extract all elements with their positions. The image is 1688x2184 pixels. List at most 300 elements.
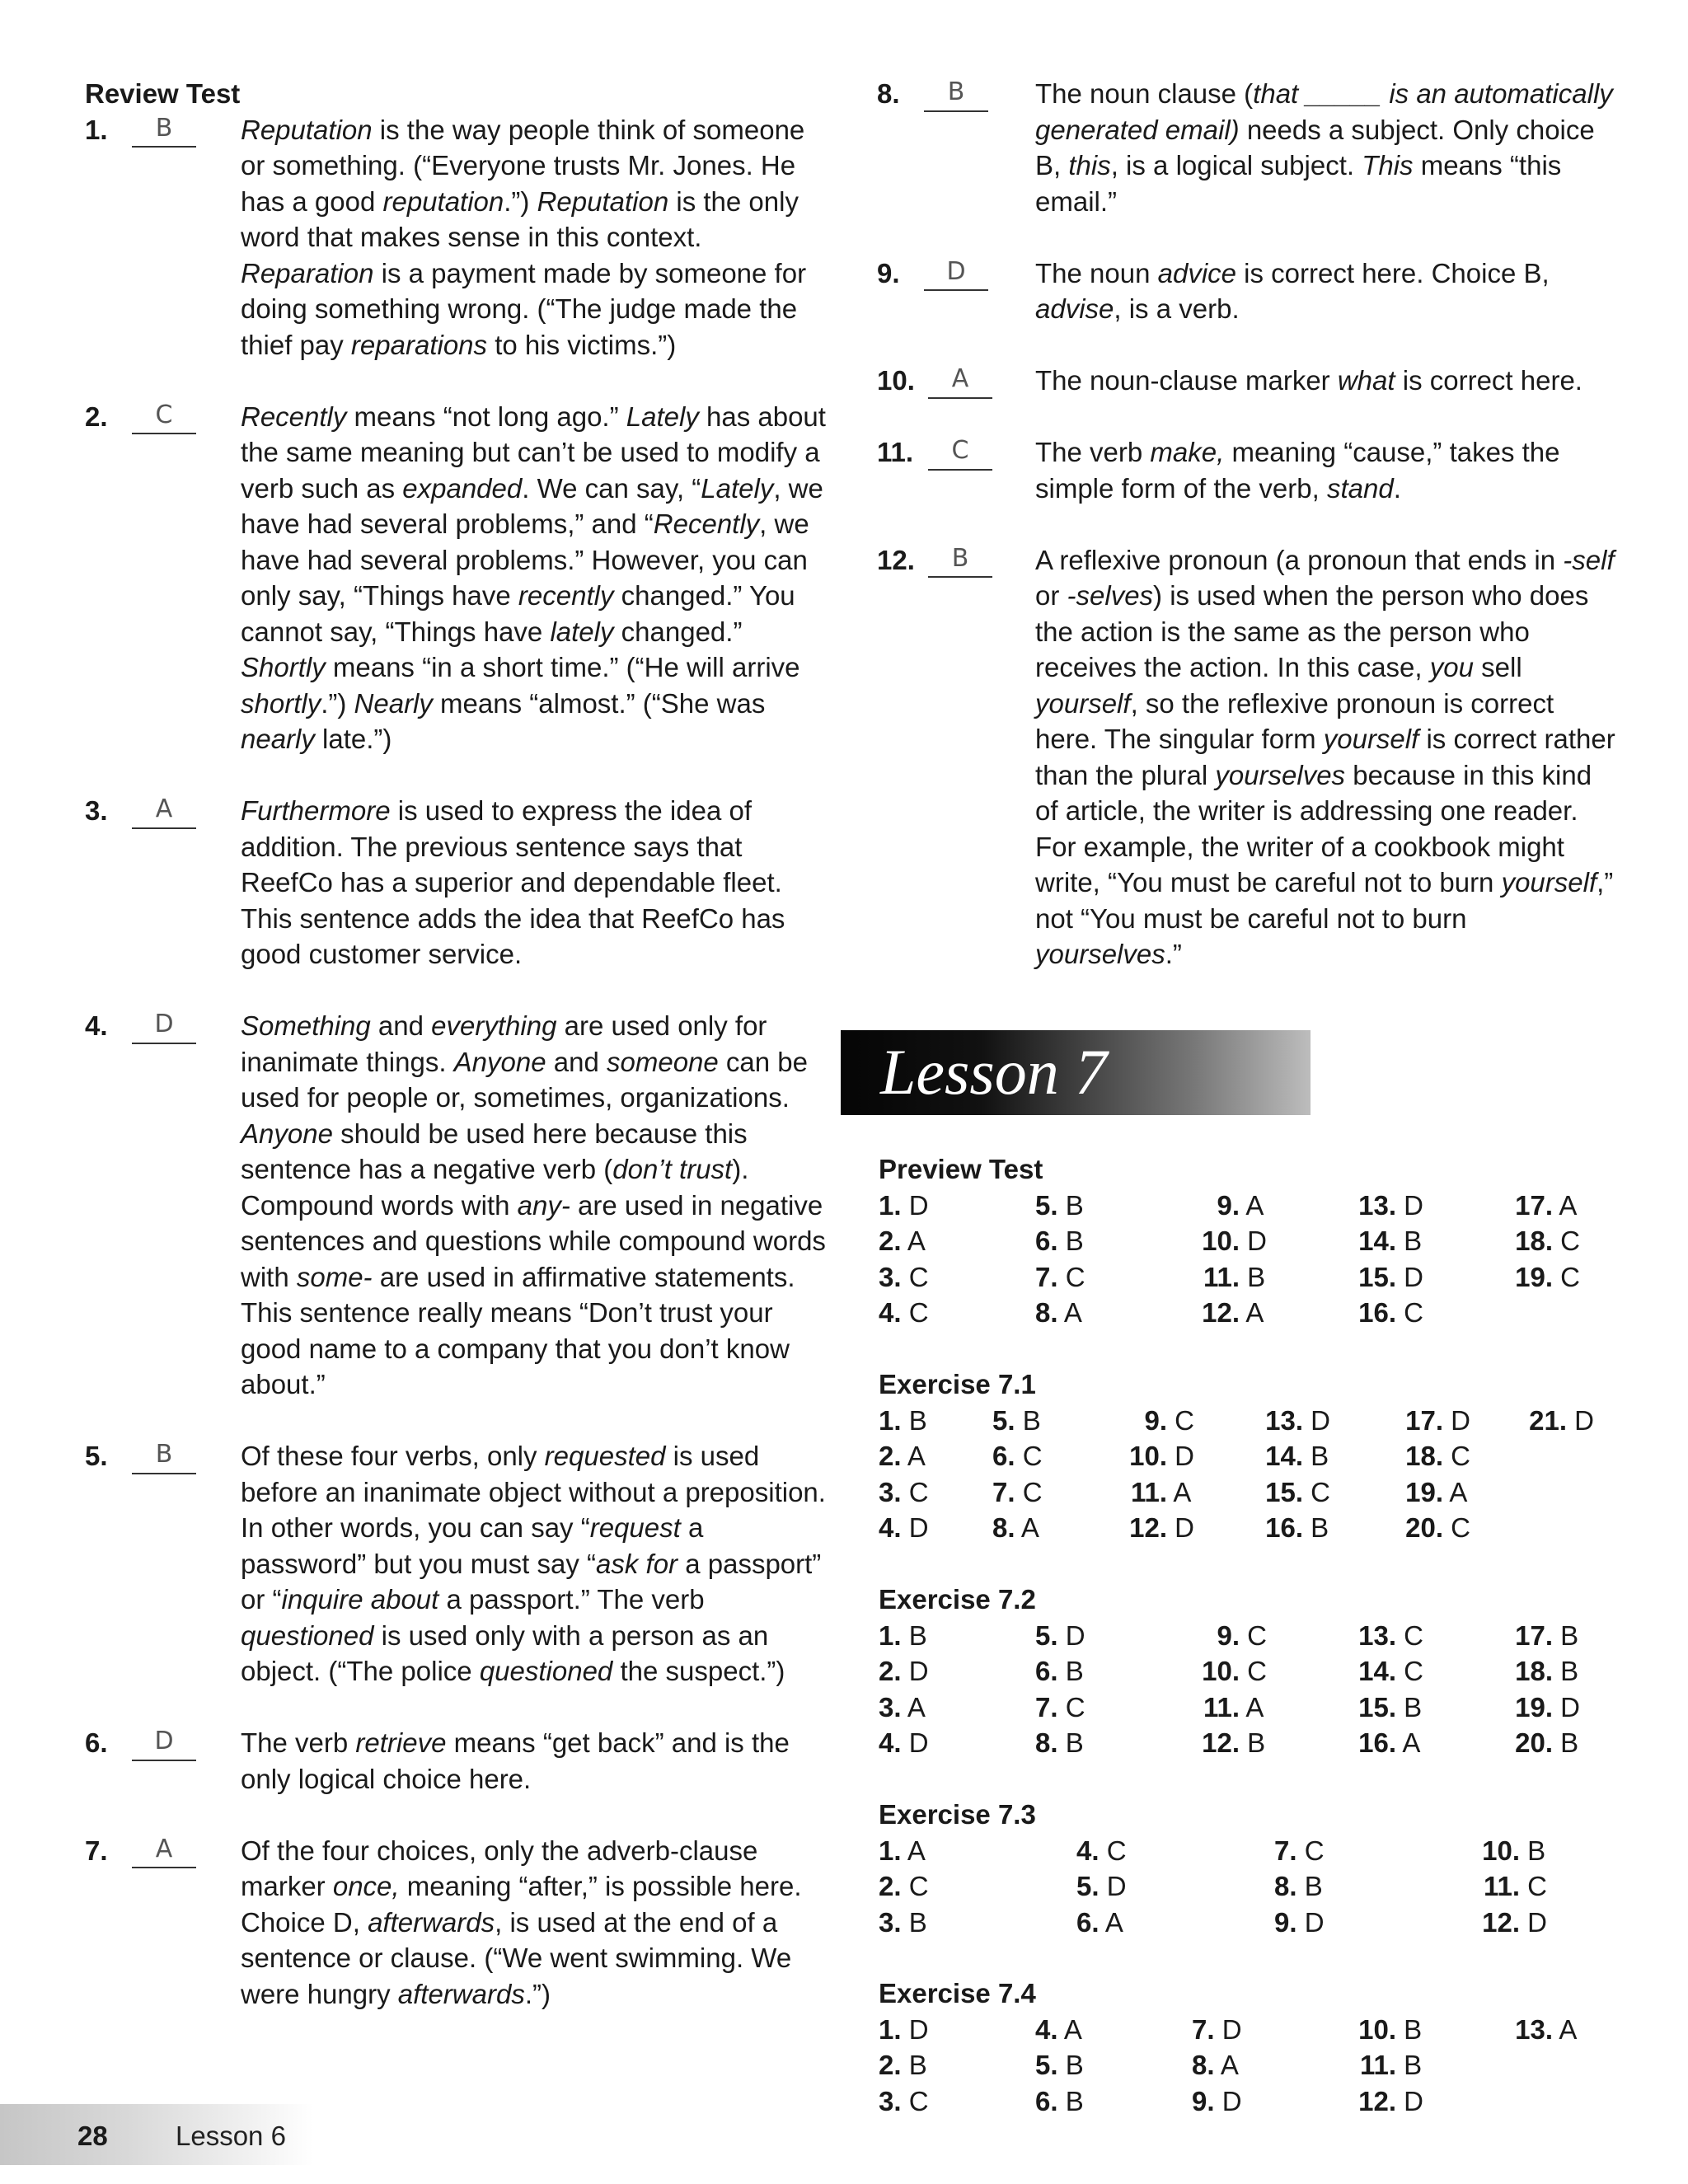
answer-letter: D	[1167, 1441, 1194, 1471]
answer-number: 10.	[1358, 2013, 1396, 2045]
answer-entry	[879, 1295, 929, 1331]
answer-number: 2.	[879, 1871, 902, 1901]
handwritten-answer: B	[132, 1438, 196, 1474]
answer-entry	[1348, 1295, 1423, 1331]
answer-letter: B	[1240, 1727, 1266, 1758]
review-item	[877, 363, 1619, 399]
answer-number: 10.	[1202, 1226, 1240, 1256]
answer-letter: C	[1396, 1297, 1423, 1328]
item-number: 4.	[85, 1010, 108, 1041]
answer-number: 4.	[879, 1297, 902, 1328]
answer-letter: B	[1520, 1835, 1546, 1866]
answer-letter: B	[1057, 1656, 1084, 1686]
answer-letter: A	[901, 1226, 926, 1256]
answer-entry	[1505, 1223, 1580, 1259]
answer-letter: B	[1396, 1226, 1423, 1256]
answer-number: 18.	[1515, 1226, 1553, 1256]
answer-number: 18.	[1515, 1656, 1553, 1686]
answer-number: 14.	[1358, 1656, 1396, 1686]
answer-entry	[879, 2083, 929, 2120]
answer-number: 20.	[1515, 1727, 1553, 1758]
answer-letter: C	[901, 2085, 929, 2116]
answer-number: 15.	[1358, 1261, 1396, 1292]
answer-number: 5.	[1035, 1619, 1058, 1651]
answer-entry	[1192, 1618, 1267, 1654]
answer-letter: C	[1015, 1441, 1043, 1471]
answer-letter: C	[1015, 1476, 1043, 1507]
answer-letter: C	[1553, 1261, 1580, 1292]
answer-letter: B	[1057, 2050, 1084, 2080]
answer-letter: B	[1396, 2013, 1423, 2045]
answer-number: 17.	[1405, 1404, 1443, 1436]
answer-number: 12.	[1202, 1297, 1240, 1328]
answer-section-title: Exercise 7.4	[879, 1978, 1036, 2008]
answer-section-title: Exercise 7.1	[879, 1369, 1036, 1399]
answer-number: 16.	[1358, 1297, 1396, 1328]
answer-entry	[1118, 1438, 1194, 1474]
answer-entry	[1274, 1905, 1325, 1941]
answer-letter: A	[1057, 2013, 1082, 2045]
answer-number: 9.	[1144, 1404, 1167, 1436]
answer-number: 11.	[1203, 1261, 1240, 1292]
answer-letter: D	[901, 1512, 929, 1543]
answer-letter: C	[1396, 1656, 1423, 1686]
answer-entry	[1035, 1188, 1084, 1224]
answer-entry	[1192, 1690, 1264, 1726]
answer-entry	[1192, 2012, 1242, 2048]
answer-number: 10.	[1482, 1835, 1520, 1866]
item-explanation: Of these four verbs, only requested is used before an inanimate object without a preposition. In other words, you can say “request a password” but you must say “ask for a passport” or “inquire about a passport.” The verb questioned is used only with a person as an object. (“The police questioned the suspect.”)	[241, 1441, 826, 1686]
answer-entry	[1076, 1868, 1127, 1905]
answer-letter: C	[1167, 1404, 1194, 1436]
answer-number: 3.	[879, 1476, 902, 1507]
item-explanation: A reflexive pronoun (a pronoun that ends in -self or -selves) is used when the person who does the action is the same as the person who receives the action. In this case, you sell yourself, so the reflexive pronoun is correct here. The singular form yourself is correct rather than the plural yourselves because in this kind of article, the writer is addressing one reader. For example, the writer of a cookbook might write, “You must be careful not to burn yourself,” not “You must be careful not to burn yourselves.”	[1035, 544, 1615, 969]
answer-letter: D	[1396, 1261, 1423, 1292]
answer-number: 4.	[879, 1727, 902, 1758]
answer-entry	[1394, 1438, 1470, 1474]
answer-letter: D	[1296, 1906, 1325, 1938]
item-number: 10.	[877, 365, 915, 396]
answer-entry	[1035, 1259, 1085, 1296]
answer-number: 2.	[879, 1656, 902, 1686]
answer-number: 12.	[1202, 1727, 1240, 1758]
answer-entry	[1118, 1510, 1194, 1546]
answer-number: 13.	[1358, 1189, 1396, 1221]
answer-entry	[1505, 1653, 1578, 1690]
answer-letter: D	[1240, 1226, 1267, 1256]
answer-entry	[1274, 1868, 1323, 1905]
answer-entry	[1505, 2012, 1577, 2048]
answer-letter: D	[1396, 2085, 1423, 2116]
answer-letter: D	[901, 2013, 929, 2045]
answer-letter: D	[1567, 1404, 1594, 1436]
answer-number: 1.	[879, 2013, 902, 2045]
answer-letter: B	[1303, 1512, 1329, 1543]
answer-entry	[879, 1510, 929, 1546]
handwritten-answer: A	[132, 793, 196, 829]
answer-entry	[992, 1474, 1043, 1511]
answer-letter: A	[1396, 1727, 1421, 1758]
answer-number: 5.	[1076, 1871, 1100, 1901]
answer-entry	[879, 1725, 929, 1761]
answer-entry	[1517, 1403, 1594, 1439]
answer-letter: B	[1057, 1226, 1084, 1256]
answer-number: 19.	[1515, 1691, 1553, 1722]
answer-letter: A	[1443, 1476, 1468, 1507]
answer-entry	[879, 1618, 927, 1654]
answer-entry	[1394, 1474, 1467, 1511]
answer-letter: C	[1099, 1835, 1127, 1866]
answer-letter: B	[1015, 1404, 1041, 1436]
item-number: 5.	[85, 1441, 108, 1471]
review-left-items	[85, 112, 827, 2013]
answer-letter: A	[1553, 2013, 1578, 2045]
item-number: 6.	[85, 1727, 108, 1758]
answer-letter: B	[901, 1906, 927, 1938]
answer-letter: C	[1396, 1619, 1423, 1651]
answer-letter: A	[1057, 1297, 1082, 1328]
answer-entry	[1348, 1259, 1423, 1296]
answer-entry	[1505, 1725, 1578, 1761]
answer-entry	[1348, 1223, 1422, 1259]
item-explanation: Of the four choices, only the adverb-clause marker once, meaning “after,” is possible here. Choice D, afterwards, is used at the end of a sentence or clause. (“We went swimming. We were hungry afterwards.”)	[241, 1835, 802, 2009]
answer-number: 8.	[1192, 2050, 1215, 2080]
handwritten-answer: B	[928, 542, 992, 579]
answer-letter: D	[1214, 2085, 1242, 2116]
answer-letter: A	[901, 1691, 926, 1722]
answer-number: 3.	[879, 2085, 902, 2116]
answer-number: 10.	[1202, 1656, 1240, 1686]
answer-entry	[1076, 1905, 1123, 1941]
lesson-banner-title: Lesson 7	[880, 1036, 1108, 1108]
footer-lesson-label: Lesson 6	[176, 2121, 286, 2151]
answer-number: 20.	[1405, 1512, 1443, 1543]
answer-number: 13.	[1265, 1404, 1303, 1436]
review-item	[85, 1833, 827, 2013]
review-item	[85, 1008, 827, 1403]
answer-number: 7.	[1035, 1261, 1058, 1292]
answer-number: 19.	[1515, 1261, 1553, 1292]
answer-letter: D	[1303, 1404, 1330, 1436]
answer-section	[879, 1151, 1620, 1328]
answer-number: 1.	[879, 1404, 902, 1436]
answer-letter: A	[1553, 1189, 1578, 1221]
answer-entry	[1472, 1833, 1545, 1869]
answer-number: 3.	[879, 1691, 902, 1722]
answer-entry	[1035, 1295, 1082, 1331]
answer-number: 7.	[992, 1476, 1015, 1507]
answer-section-title: Preview Test	[879, 1154, 1043, 1184]
review-right-items	[877, 76, 1619, 972]
answer-letter: A	[1167, 1476, 1192, 1507]
answer-number: 5.	[1035, 1189, 1058, 1221]
answer-entry	[879, 1690, 926, 1726]
answer-letter: A	[1240, 1691, 1264, 1722]
answer-number: 9.	[1217, 1189, 1240, 1221]
answer-letter: B	[1057, 2085, 1084, 2116]
answer-letter: B	[1057, 1189, 1084, 1221]
answer-entry	[1192, 2083, 1242, 2120]
answer-number: 12.	[1482, 1906, 1520, 1938]
answer-letter: B	[1553, 1656, 1579, 1686]
answer-entry	[1192, 1188, 1264, 1224]
answer-number: 6.	[1076, 1906, 1100, 1938]
answer-letter: D	[901, 1727, 929, 1758]
answer-letter: C	[901, 1261, 929, 1292]
review-item	[877, 76, 1619, 219]
answer-section-title: Exercise 7.2	[879, 1584, 1036, 1615]
answer-letter: A	[1240, 1189, 1264, 1221]
answer-entry	[1192, 1653, 1267, 1690]
handwritten-answer: A	[928, 363, 992, 399]
review-item	[85, 793, 827, 972]
answer-letter: D	[901, 1189, 929, 1221]
review-item	[877, 434, 1619, 506]
answer-letter: C	[1057, 1261, 1085, 1292]
answer-entry	[992, 1403, 1041, 1439]
answer-letter: B	[1553, 1619, 1579, 1651]
answer-letter: B	[901, 1404, 927, 1436]
answer-entry	[1254, 1438, 1329, 1474]
answer-number: 6.	[1035, 1656, 1058, 1686]
answer-entry	[1254, 1510, 1329, 1546]
answer-number: 11.	[1130, 1476, 1167, 1507]
answer-number: 18.	[1405, 1441, 1443, 1471]
answer-entry	[1254, 1403, 1330, 1439]
handwritten-answer: D	[132, 1008, 196, 1044]
handwritten-answer: B	[924, 76, 988, 112]
answer-number: 1.	[879, 1189, 902, 1221]
answer-number: 3.	[879, 1261, 902, 1292]
item-explanation: Furthermore is used to express the idea of addition. The previous sentence says that ReefCo has a superior and dependable fleet. This sentence adds the idea that ReefCo has good customer service.	[241, 795, 785, 969]
answer-entry	[879, 1868, 929, 1905]
answer-number: 16.	[1265, 1512, 1303, 1543]
answer-number: 8.	[1035, 1727, 1058, 1758]
answer-entry	[1192, 2047, 1239, 2083]
item-explanation: The noun advice is correct here. Choice B, advise, is a verb.	[1035, 257, 1550, 324]
answer-entry	[879, 1259, 929, 1296]
answer-letter: D	[1520, 1906, 1547, 1938]
answer-number: 14.	[1358, 1226, 1396, 1256]
answer-number: 17.	[1515, 1619, 1553, 1651]
answer-entry	[1035, 2047, 1084, 2083]
answer-entry	[1348, 2012, 1422, 2048]
answer-entry	[1505, 1618, 1578, 1654]
answer-letter: C	[1443, 1512, 1470, 1543]
answer-number: 9.	[1274, 1906, 1297, 1938]
answer-number: 2.	[879, 1226, 902, 1256]
answer-letter: C	[1296, 1835, 1325, 1866]
answer-entry	[1118, 1474, 1191, 1511]
answer-number: 3.	[879, 1906, 902, 1938]
review-item	[877, 255, 1619, 327]
answer-number: 10.	[1129, 1441, 1167, 1471]
answer-number: 14.	[1265, 1441, 1303, 1471]
answer-entry	[1348, 1690, 1422, 1726]
review-item	[85, 1725, 827, 1797]
answer-letter: D	[1099, 1871, 1127, 1901]
answer-letter: C	[1443, 1441, 1470, 1471]
answer-number: 4.	[879, 1512, 902, 1543]
answer-number: 13.	[1515, 2013, 1553, 2045]
answer-entry	[1472, 1868, 1547, 1905]
answer-entry	[1505, 1690, 1580, 1726]
review-test-title: Review Test	[85, 78, 241, 109]
item-number: 2.	[85, 401, 108, 432]
answer-letter: B	[1396, 2050, 1423, 2080]
answer-entry	[879, 2047, 927, 2083]
answer-entry	[1035, 1725, 1084, 1761]
page-number: 28	[77, 2121, 108, 2151]
answer-entry	[879, 1188, 929, 1224]
answer-letter: D	[1214, 2013, 1242, 2045]
answer-entry	[1505, 1259, 1580, 1296]
answer-entry	[1192, 1725, 1265, 1761]
answer-entry	[992, 1438, 1043, 1474]
answer-number: 19.	[1405, 1476, 1443, 1507]
answer-entry	[1348, 2083, 1423, 2120]
answer-letter: C	[1057, 1691, 1085, 1722]
answer-letter: C	[1520, 1871, 1547, 1901]
answer-entry	[1192, 1259, 1265, 1296]
answer-entry	[1076, 1833, 1127, 1869]
handwritten-answer: C	[132, 399, 196, 435]
answer-entry	[1472, 1905, 1547, 1941]
answer-number: 12.	[1129, 1512, 1167, 1543]
answer-entry	[1192, 1295, 1264, 1331]
answer-number: 1.	[879, 1619, 902, 1651]
answer-entry	[1348, 1188, 1423, 1224]
answer-entry	[1348, 1618, 1423, 1654]
answer-letter: C	[1240, 1619, 1267, 1651]
answer-letter: D	[901, 1656, 929, 1686]
answer-entry	[879, 1833, 926, 1869]
handwritten-answer: B	[132, 112, 196, 148]
answer-entry	[1394, 1510, 1470, 1546]
answer-number: 7.	[1274, 1835, 1297, 1866]
answer-entry	[1394, 1403, 1470, 1439]
answer-letter: A	[1099, 1906, 1123, 1938]
handwritten-answer: D	[924, 255, 988, 292]
answer-number: 11.	[1483, 1871, 1520, 1901]
item-explanation: The verb make, meaning “cause,” takes the simple form of the verb, stand.	[1035, 437, 1560, 504]
answer-number: 4.	[1035, 2013, 1058, 2045]
answer-entry	[1035, 1223, 1084, 1259]
answer-letter: C	[901, 1871, 929, 1901]
answer-section-title: Exercise 7.3	[879, 1799, 1036, 1830]
answer-number: 9.	[1192, 2085, 1215, 2116]
answer-letter: A	[1240, 1297, 1264, 1328]
answer-number: 15.	[1358, 1691, 1396, 1722]
answer-letter: C	[901, 1297, 929, 1328]
answer-entry	[879, 1474, 929, 1511]
answer-entry	[1254, 1474, 1330, 1511]
answer-letter: B	[1303, 1441, 1329, 1471]
item-number: 8.	[877, 78, 900, 109]
answer-entry	[879, 1905, 927, 1941]
answer-letter: C	[1240, 1656, 1267, 1686]
answer-letter: D	[1553, 1691, 1580, 1722]
answer-number: 6.	[992, 1441, 1015, 1471]
answer-number: 16.	[1358, 1727, 1396, 1758]
answer-number: 11.	[1203, 1691, 1240, 1722]
answer-letter: C	[1303, 1476, 1330, 1507]
answer-number: 12.	[1358, 2085, 1396, 2116]
answer-entry	[1118, 1403, 1194, 1439]
answer-entry	[1035, 1653, 1084, 1690]
item-explanation: The verb retrieve means “get back” and is the only logical choice here.	[241, 1727, 790, 1794]
answer-entry	[879, 1438, 926, 1474]
handwritten-answer: A	[132, 1833, 196, 1869]
answer-letter: A	[1015, 1512, 1039, 1543]
answer-number: 8.	[1274, 1871, 1297, 1901]
answer-entry	[1192, 1223, 1267, 1259]
lesson-banner	[841, 1030, 1311, 1115]
answer-entry	[879, 1403, 927, 1439]
item-number: 3.	[85, 795, 108, 826]
answer-entry	[1505, 1188, 1577, 1224]
review-item	[85, 1438, 827, 1690]
item-number: 9.	[877, 257, 900, 288]
answer-entry	[1035, 2012, 1082, 2048]
answer-number: 9.	[1217, 1619, 1240, 1651]
answer-letter: C	[1553, 1226, 1580, 1256]
answer-entry	[1035, 1618, 1085, 1654]
answer-number: 11.	[1359, 2050, 1396, 2080]
item-explanation: The noun-clause marker what is correct here.	[1035, 365, 1582, 396]
answer-number: 2.	[879, 2050, 902, 2080]
answer-number: 15.	[1265, 1476, 1303, 1507]
answer-section	[879, 1582, 1620, 1758]
review-item	[85, 112, 827, 363]
answer-entry	[879, 1223, 926, 1259]
answer-letter: B	[1296, 1871, 1323, 1901]
answer-entry	[1035, 1690, 1085, 1726]
item-number: 1.	[85, 114, 108, 145]
answer-letter: D	[1443, 1404, 1470, 1436]
answer-letter: B	[901, 1619, 927, 1651]
answer-letter: C	[901, 1476, 929, 1507]
handwritten-answer: D	[132, 1725, 196, 1761]
item-explanation: Reputation is the way people think of someone or something. (“Everyone trusts Mr. Jones. He has a good reputation.”) Reputation is the only word that makes sense in this context. Reparation is a payment made by someone for doing something wrong. (“The judge made the thief pay reparations to his victims.”)	[241, 114, 807, 360]
answer-letter: D	[1396, 1189, 1423, 1221]
review-item	[877, 542, 1619, 972]
answer-letter: A	[901, 1835, 926, 1866]
answer-entry	[1035, 2083, 1084, 2120]
review-left-column	[85, 76, 827, 2048]
answer-letter: B	[901, 2050, 927, 2080]
answer-entry	[879, 1653, 929, 1690]
answer-entry	[1348, 1725, 1420, 1761]
answer-entry	[1274, 1833, 1325, 1869]
item-number: 7.	[85, 1835, 108, 1866]
answer-number: 21.	[1529, 1404, 1567, 1436]
answer-entry	[879, 2012, 929, 2048]
answer-number: 5.	[992, 1404, 1015, 1436]
answer-number: 8.	[1035, 1297, 1058, 1328]
answer-letter: B	[1553, 1727, 1579, 1758]
answer-letter: B	[1057, 1727, 1084, 1758]
answer-number: 6.	[1035, 2085, 1058, 2116]
answer-number: 5.	[1035, 2050, 1058, 2080]
answer-number: 4.	[1076, 1835, 1100, 1866]
answer-entry	[1348, 1653, 1423, 1690]
item-number: 12.	[877, 544, 915, 575]
answer-entry	[1348, 2047, 1422, 2083]
item-number: 11.	[877, 437, 914, 467]
answer-number: 2.	[879, 1441, 902, 1471]
review-right-column	[877, 76, 1619, 1008]
